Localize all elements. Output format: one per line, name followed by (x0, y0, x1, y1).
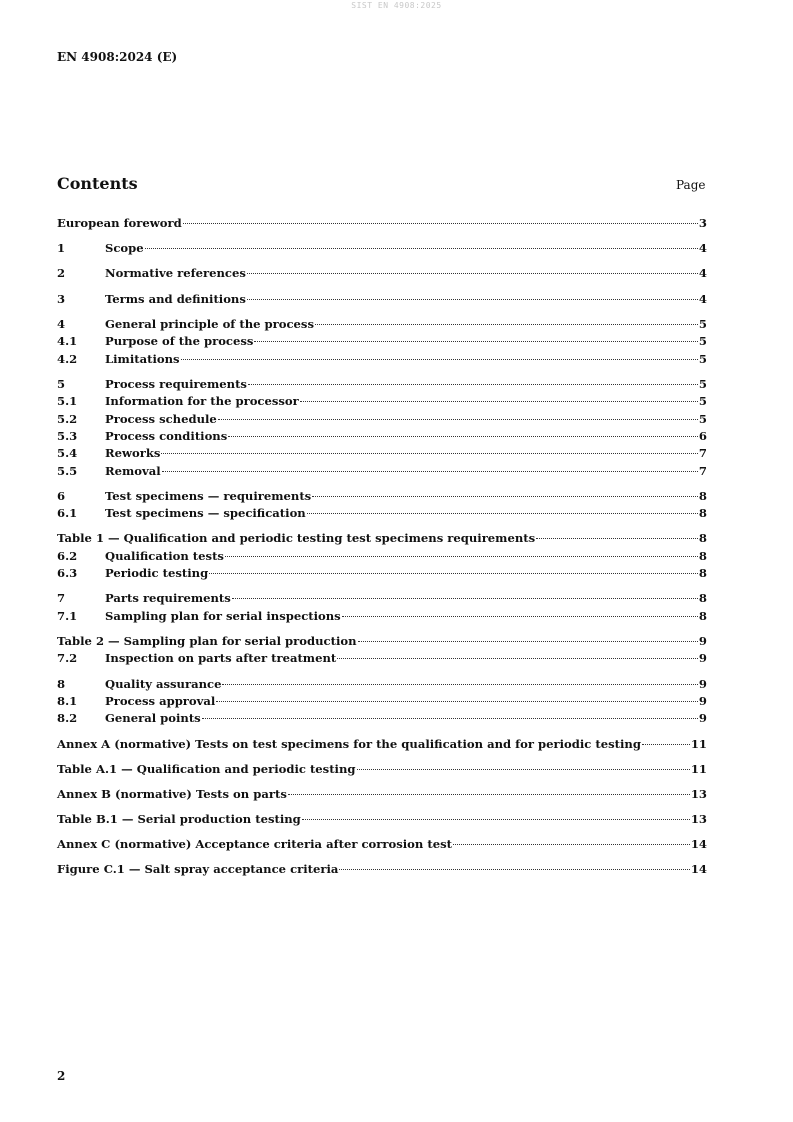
toc-dot-leader (300, 401, 698, 402)
toc-entry[interactable] (57, 333, 707, 350)
toc-entry[interactable] (57, 811, 707, 828)
toc-entry-page: 13 (690, 786, 707, 801)
toc-entry[interactable] (57, 428, 707, 445)
toc-entry-title: Limitations (105, 351, 180, 366)
toc-entry-page: 5 (698, 411, 707, 426)
toc-entry-number: 1 (57, 241, 66, 256)
toc-entry-number: 7 (57, 591, 66, 606)
toc-dot-leader (161, 453, 698, 454)
contents-heading: Contents (57, 174, 138, 193)
toc-entry-page: 11 (690, 761, 707, 776)
toc-entry-page: 11 (690, 736, 707, 751)
toc-entry-title: Table B.1 — Serial production testing (57, 812, 301, 827)
toc-entry-title: Purpose of the process (105, 334, 254, 349)
document-id: EN 4908:2024 (E) (57, 50, 178, 64)
toc-entry-number: 3 (57, 291, 66, 306)
toc-entry-title: Process schedule (105, 411, 217, 426)
toc-entry[interactable] (57, 488, 707, 505)
toc-entry[interactable] (57, 836, 707, 853)
toc-dot-leader (247, 273, 698, 274)
toc-entry-title: General principle of the process (105, 316, 314, 331)
toc-entry-page: 5 (698, 394, 707, 409)
toc-entry-page: 5 (698, 334, 707, 349)
toc-entry-page: 9 (698, 693, 707, 708)
toc-entry[interactable] (57, 590, 707, 607)
toc-entry-page: 8 (698, 488, 707, 503)
toc-entry-page: 8 (698, 531, 707, 546)
toc-entry-number: 5.1 (57, 394, 78, 409)
toc-entry-number: 5 (57, 376, 66, 391)
toc-entry-title: Normative references (105, 266, 246, 281)
toc-dot-leader (248, 384, 698, 385)
toc-dot-leader (222, 684, 697, 685)
toc-entry-page: 9 (698, 711, 707, 726)
toc-entry-page: 8 (698, 608, 707, 623)
toc-dot-leader (342, 616, 698, 617)
toc-entry[interactable] (57, 316, 707, 333)
toc-entry[interactable] (57, 710, 707, 727)
toc-entry-title: Qualification tests (105, 548, 224, 563)
toc-entry-number: 8.1 (57, 693, 78, 708)
toc-entry[interactable] (57, 530, 707, 547)
toc-entry[interactable] (57, 265, 707, 282)
toc-entry[interactable] (57, 565, 707, 582)
toc-entry-number: 5.2 (57, 411, 78, 426)
toc-dot-leader (181, 359, 698, 360)
toc-entry-page: 6 (698, 428, 707, 443)
toc-entry-number: 8.2 (57, 711, 78, 726)
toc-entry-title: Annex C (normative) Acceptance criteria after corrosion test (57, 837, 452, 852)
toc-entry-title: General points (105, 711, 201, 726)
toc-entry[interactable] (57, 736, 707, 753)
toc-entry-page: 3 (698, 216, 707, 230)
toc-entry-title: European foreword (57, 216, 182, 230)
toc-entry-title: Test specimens — specification (105, 506, 306, 521)
toc-entry[interactable] (57, 240, 707, 257)
toc-entry-page: 5 (698, 376, 707, 391)
toc-entry-page: 4 (698, 291, 707, 306)
toc-dot-leader (288, 794, 690, 795)
toc-entry[interactable] (57, 861, 707, 878)
toc-entry-number: 8 (57, 676, 66, 691)
toc-entry-title: Parts requirements (105, 591, 231, 606)
toc-entry-title: Annex B (normative) Tests on parts (57, 786, 287, 801)
toc-entry-title: Table A.1 — Qualification and periodic testing (57, 761, 356, 776)
toc-entry[interactable] (57, 693, 707, 710)
toc-entry[interactable] (57, 786, 707, 803)
toc-entry[interactable] (57, 411, 707, 428)
toc-dot-leader (202, 718, 698, 719)
toc-dot-leader (218, 419, 698, 420)
toc-dot-leader (216, 701, 698, 702)
toc-entry-page: 14 (690, 837, 707, 852)
toc-dot-leader (642, 744, 690, 745)
watermark: SIST EN 4908:2025 (351, 1, 442, 10)
toc-entry-page: 9 (698, 651, 707, 666)
toc-entry-page: 4 (698, 266, 707, 281)
toc-entry-number: 7.1 (57, 608, 78, 623)
toc-entry[interactable] (57, 548, 707, 565)
toc-entry-page: 9 (698, 633, 707, 648)
toc-entry-title: Table 1 — Qualification and periodic testing test specimens requirements (57, 531, 536, 546)
toc-entry[interactable] (57, 351, 707, 368)
toc-entry[interactable] (57, 291, 707, 308)
toc-entry-title: Test specimens — requirements (105, 488, 312, 503)
toc-entry-number: 7.2 (57, 651, 78, 666)
toc-entry-page: 8 (698, 506, 707, 521)
toc-entry-number: 4.2 (57, 351, 78, 366)
toc-entry-page: 14 (690, 862, 707, 877)
toc-entry-number: 6.1 (57, 506, 78, 521)
toc-dot-leader (337, 658, 698, 659)
toc-dot-leader (162, 471, 698, 472)
toc-dot-leader (228, 436, 698, 437)
toc-dot-leader (209, 573, 698, 574)
toc-entry-title: Figure C.1 — Salt spray acceptance criteria (57, 862, 339, 877)
toc-dot-leader (357, 769, 690, 770)
toc-entry-title: Terms and definitions (105, 291, 246, 306)
toc-entry-page: 13 (690, 812, 707, 827)
toc-entry-page: 9 (698, 676, 707, 691)
toc-entry-title: Process approval (105, 693, 216, 708)
toc-dot-leader (225, 556, 698, 557)
toc-entry-number: 4.1 (57, 334, 78, 349)
toc-entry[interactable] (57, 761, 707, 778)
toc-entry[interactable] (57, 633, 707, 650)
toc-entry-title: Annex A (normative) Tests on test specimens for the qualification and for periodic testing (57, 736, 641, 751)
toc-entry-page: 5 (698, 351, 707, 366)
toc-dot-leader (302, 819, 690, 820)
toc-entry-number: 6 (57, 488, 66, 503)
toc-entry-number: 5.4 (57, 446, 78, 461)
toc-entry-title: Sampling plan for serial inspections (105, 608, 341, 623)
page-number: 2 (57, 1069, 66, 1083)
toc-entry-title: Information for the processor (105, 394, 299, 409)
toc-entry-page: 4 (698, 241, 707, 256)
toc-entry-page: 8 (698, 591, 707, 606)
toc-dot-leader (315, 324, 698, 325)
toc-entry[interactable] (57, 215, 707, 232)
toc-entry-title: Process requirements (105, 376, 247, 391)
toc-entry-title: Process conditions (105, 428, 228, 443)
toc-dot-leader (358, 641, 698, 642)
toc-entry-title: Table 2 — Sampling plan for serial production (57, 633, 357, 648)
toc-entry[interactable] (57, 376, 707, 393)
toc-entry-title: Inspection on parts after treatment (105, 651, 337, 666)
toc-dot-leader (247, 299, 698, 300)
toc-entry-title: Periodic testing (105, 566, 209, 581)
toc-entry-title: Scope (105, 241, 144, 256)
toc-entry-page: 7 (698, 463, 707, 478)
toc-entry-page: 7 (698, 446, 707, 461)
toc-dot-leader (339, 869, 689, 870)
toc-entry-number: 6.3 (57, 566, 78, 581)
toc-entry-page: 8 (698, 566, 707, 581)
toc-entry-page: 5 (698, 316, 707, 331)
toc-dot-leader (145, 248, 698, 249)
toc-dot-leader (183, 223, 698, 224)
toc-dot-leader (312, 496, 698, 497)
toc-entry[interactable] (57, 393, 707, 410)
toc-dot-leader (453, 844, 690, 845)
toc-entry[interactable] (57, 676, 707, 693)
toc-entry[interactable] (57, 445, 707, 462)
toc-entry-title: Removal (105, 463, 161, 478)
toc-entry-number: 5.5 (57, 463, 78, 478)
toc-entry-title: Reworks (105, 446, 161, 461)
toc-dot-leader (232, 598, 698, 599)
toc-entry-number: 4 (57, 316, 66, 331)
table-of-contents (57, 215, 707, 879)
toc-entry-page: 8 (698, 548, 707, 563)
toc-entry[interactable] (57, 463, 707, 480)
toc-entry-number: 6.2 (57, 548, 78, 563)
toc-entry[interactable] (57, 505, 707, 522)
toc-dot-leader (254, 341, 697, 342)
toc-entry[interactable] (57, 650, 707, 667)
toc-entry-title: Quality assurance (105, 676, 222, 691)
page-column-label: Page (676, 178, 706, 192)
toc-dot-leader (307, 513, 698, 514)
toc-entry[interactable] (57, 608, 707, 625)
toc-entry-number: 2 (57, 266, 66, 281)
toc-dot-leader (536, 538, 698, 539)
toc-entry-number: 5.3 (57, 428, 78, 443)
